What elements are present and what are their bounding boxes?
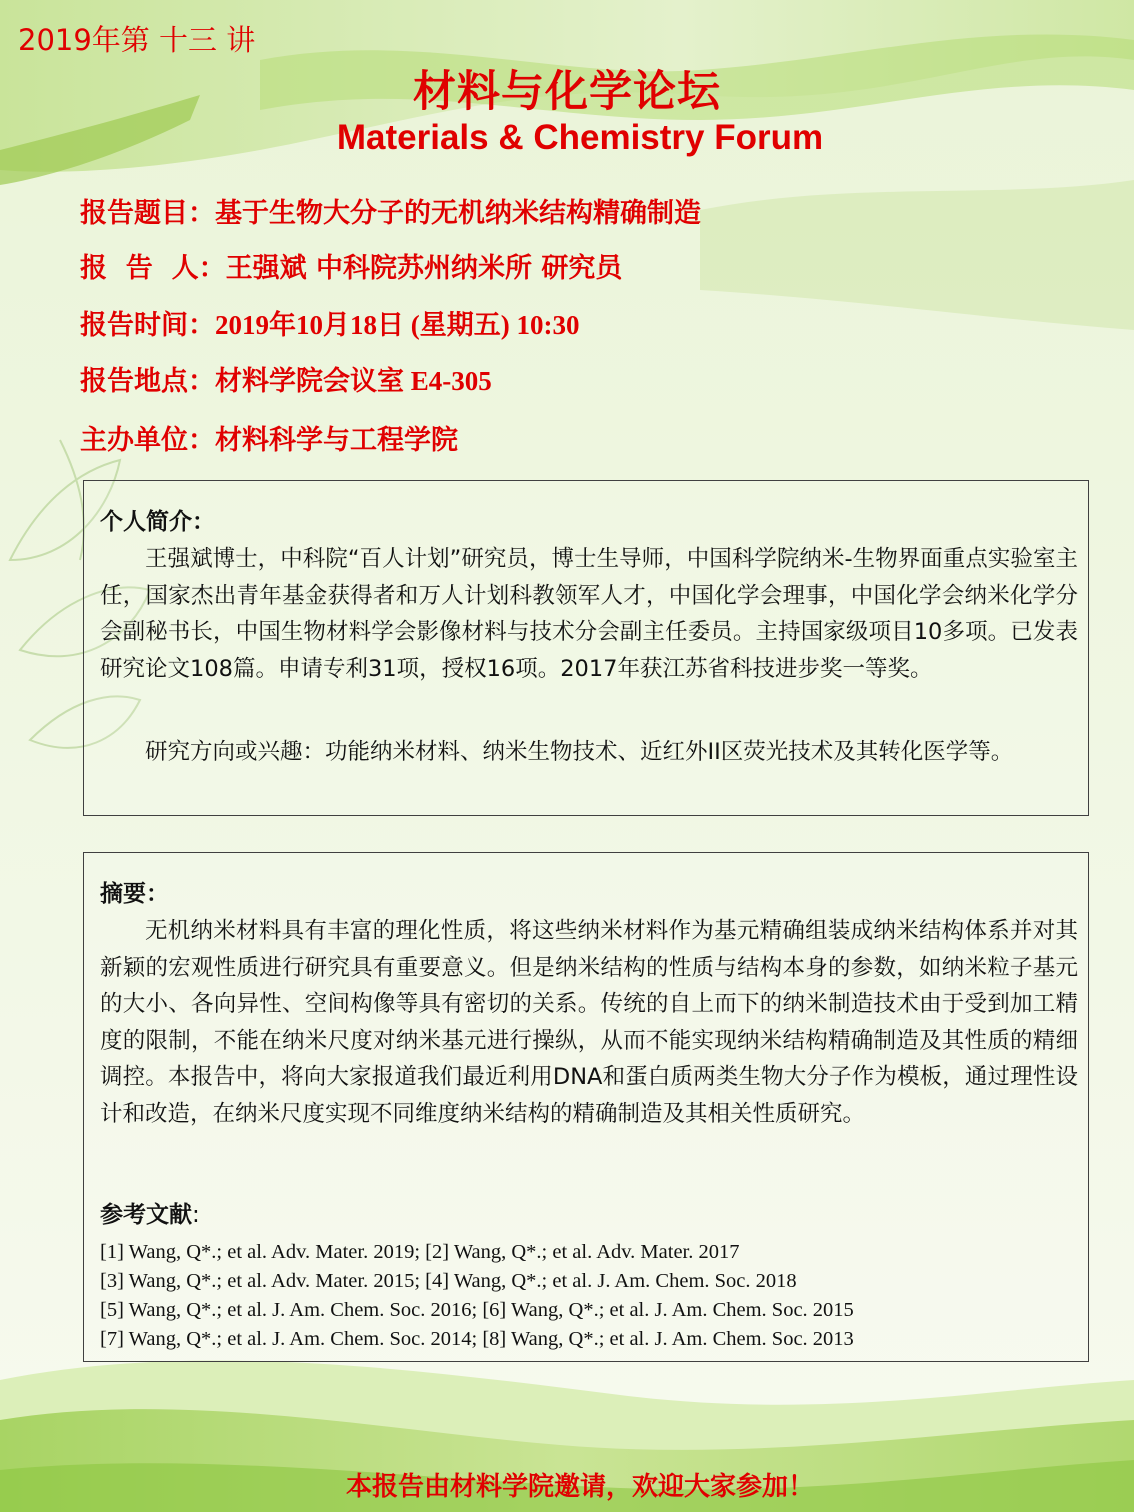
topic-value: 基于生物大分子的无机纳米结构精确制造 [215, 198, 701, 229]
research-interests: 研究方向或兴趣：功能纳米材料、纳米生物技术、近红外II区荧光技术及其转化医学等。 [145, 739, 1014, 765]
host-label: 主办单位： [80, 425, 215, 456]
place-row [80, 359, 492, 398]
bio-paragraph: 王强斌博士，中科院“百人计划”研究员，博士生导师，中国科学院纳米-生物界面重点实验室主任，国家杰出青年基金获得者和万人计划科教领军人才，中国化学会理事，中国化学会纳米化学分会副秘书长，中国生物材料学会影像材料与技术分会副主任委员。主持国家级项目10多项。已发表研究论文108篇。申请专利31项，授权16项。2017年获江苏省科技进步奖一等奖。 [100, 546, 1078, 682]
references-heading-colon: : [192, 1202, 200, 1228]
reference-item: [3] Wang, Q*.; et al. Adv. Mater. 2015; [4] Wang, Q*.; et al. J. Am. Chem. Soc. 2018 [100, 1270, 797, 1292]
reference-item: [7] Wang, Q*.; et al. J. Am. Chem. Soc. 2014; [8] Wang, Q*.; et al. J. Am. Chem. Soc. 2013 [100, 1328, 854, 1350]
reference-item: [1] Wang, Q*.; et al. Adv. Mater. 2019; [2] Wang, Q*.; et al. Adv. Mater. 2017 [100, 1241, 740, 1263]
forum-title-cn: 材料与化学论坛 [413, 67, 721, 117]
bio-heading: 个人简介： [100, 509, 215, 535]
speaker-label: 报 告 人： [80, 253, 226, 284]
forum-title-en: Materials & Chemistry Forum [336, 118, 824, 157]
host-value: 材料科学与工程学院 [215, 425, 458, 456]
abstract-box [83, 852, 1089, 1362]
time-value: 2019年10月18日 (星期五) 10:30 [215, 310, 580, 340]
host-row [80, 418, 458, 457]
topic-label: 报告题目： [80, 198, 215, 229]
speaker-value: 王强斌 中科院苏州纳米所 研究员 [225, 253, 623, 284]
reference-list [100, 1238, 854, 1354]
time-row [80, 303, 579, 342]
speaker-row [80, 246, 622, 285]
bio-box [83, 480, 1089, 816]
abstract-heading: 摘要： [100, 881, 169, 907]
references-heading-text: 参考文献 [100, 1202, 192, 1228]
series-number: 2019年第 十三 讲 [18, 23, 256, 57]
place-label: 报告地点： [80, 366, 215, 397]
reference-item: [5] Wang, Q*.; et al. J. Am. Chem. Soc. 2016; [6] Wang, Q*.; et al. J. Am. Chem. Soc. 2015 [100, 1299, 854, 1321]
topic-row [80, 191, 701, 230]
place-value: 材料学院会议室 E4-305 [215, 366, 492, 396]
time-label: 报告时间： [80, 310, 215, 341]
references-heading [100, 1196, 200, 1229]
invitation-footer: 本报告由材料学院邀请，欢迎大家参加！ [345, 1472, 814, 1502]
abstract-paragraph: 无机纳米材料具有丰富的理化性质，将这些纳米材料作为基元精确组装成纳米结构体系并对其新颖的宏观性质进行研究具有重要意义。但是纳米结构的性质与结构本身的参数，如纳米粒子基元的大小、各向异性、空间构像等具有密切的关系。传统的自上而下的纳米制造技术由于受到加工精度的限制，不能在纳米尺度对纳米基元进行操纵，从而不能实现纳米结构精确制造及其性质的精细调控。本报告中，将向大家报道我们最近利用DNA和蛋白质两类生物大分子作为模板，通过理性设计和改造，在纳米尺度实现不同维度纳米结构的精确制造及其相关性质研究。 [100, 918, 1078, 1127]
